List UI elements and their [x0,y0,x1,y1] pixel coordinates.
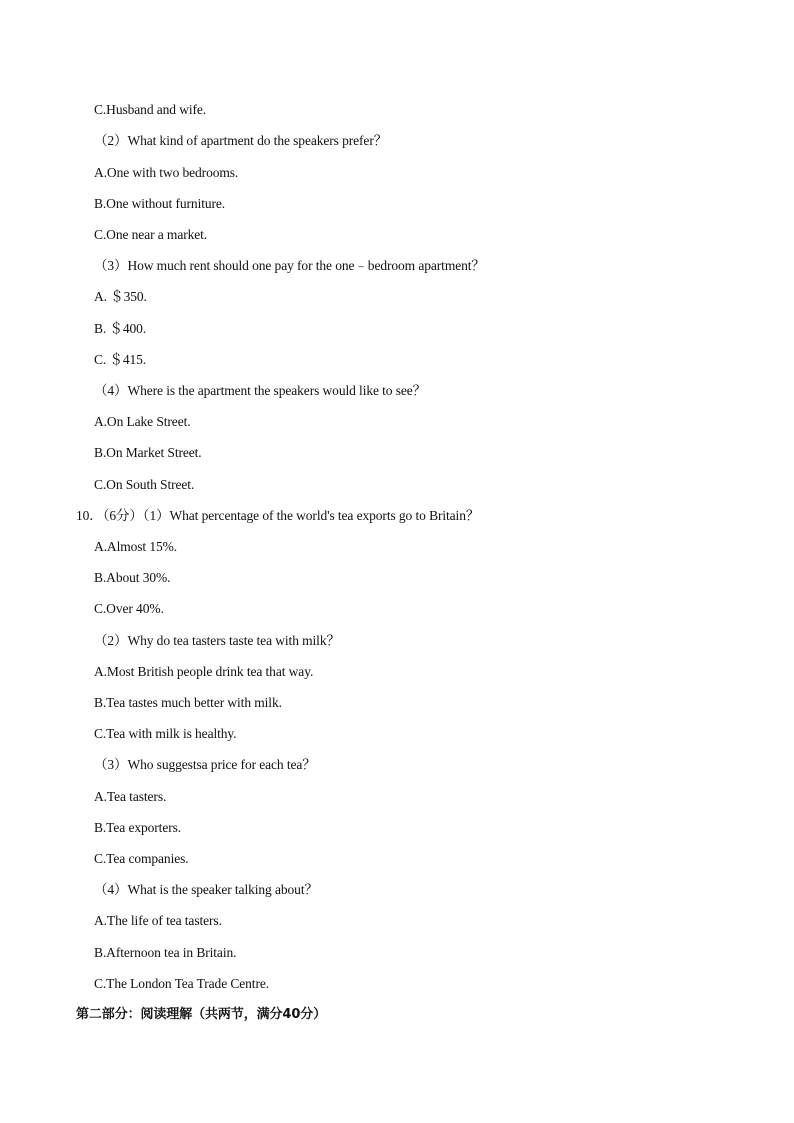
q10-3-option-c: C.Tea companies. [94,851,189,866]
q10-4-option-a: A.The life of tea tasters. [94,913,222,928]
q10-3-option-a: A.Tea tasters. [94,789,167,804]
q9-3-option-b: B. ＄400. [94,321,147,336]
q10-2-question: （2）Why do tea tasters taste tea with milk？ [94,633,340,648]
q10-1-option-c: C.Over 40%. [94,601,164,616]
q10-1-option-b: B.About 30%. [94,570,171,585]
q9-3-question: （3）How much rent should one pay for the one﹣bedroom apartment？ [94,258,485,273]
q10-1-option-a: A.Almost 15%. [94,539,178,554]
q10-2-option-a: A.Most British people drink tea that way. [94,664,314,679]
q9-4-option-b: B.On Market Street. [94,445,202,460]
q10-4-option-c: C.The London Tea Trade Centre. [94,976,270,991]
q9-4-option-a: A.On Lake Street. [94,414,191,429]
q10-3-option-b: B.Tea exporters. [94,820,182,835]
q9-4-option-c: C.On South Street. [94,477,195,492]
q9-1-option-c: C.Husband and wife. [94,102,207,117]
q9-2-option-c: C.One near a market. [94,227,208,242]
q10-4-option-b: B.Afternoon tea in Britain. [94,945,237,960]
section-2-title: 第二部分：阅读理解（共两节，满分40分） [76,1007,327,1022]
q10-4-question: （4）What is the speaker talking about？ [94,882,318,897]
q10-2-option-c: C.Tea with milk is healthy. [94,726,237,741]
q9-2-option-b: B.One without furniture. [94,196,226,211]
q9-2-question: （2）What kind of apartment do the speakers prefer？ [94,133,388,148]
q9-3-option-a: A. ＄350. [94,289,147,304]
q9-4-question: （4）Where is the apartment the speakers would like to see？ [94,383,427,398]
q9-2-option-a: A.One with two bedrooms. [94,165,239,180]
q9-3-option-c: C. ＄415. [94,352,147,367]
q10-3-question: （3）Who suggestsa price for each tea？ [94,757,316,772]
q10-2-option-b: B.Tea tastes much better with milk. [94,695,282,710]
q10-header: 10．（6分）（1）What percentage of the world's tea exports go to Britain？ [76,508,480,523]
